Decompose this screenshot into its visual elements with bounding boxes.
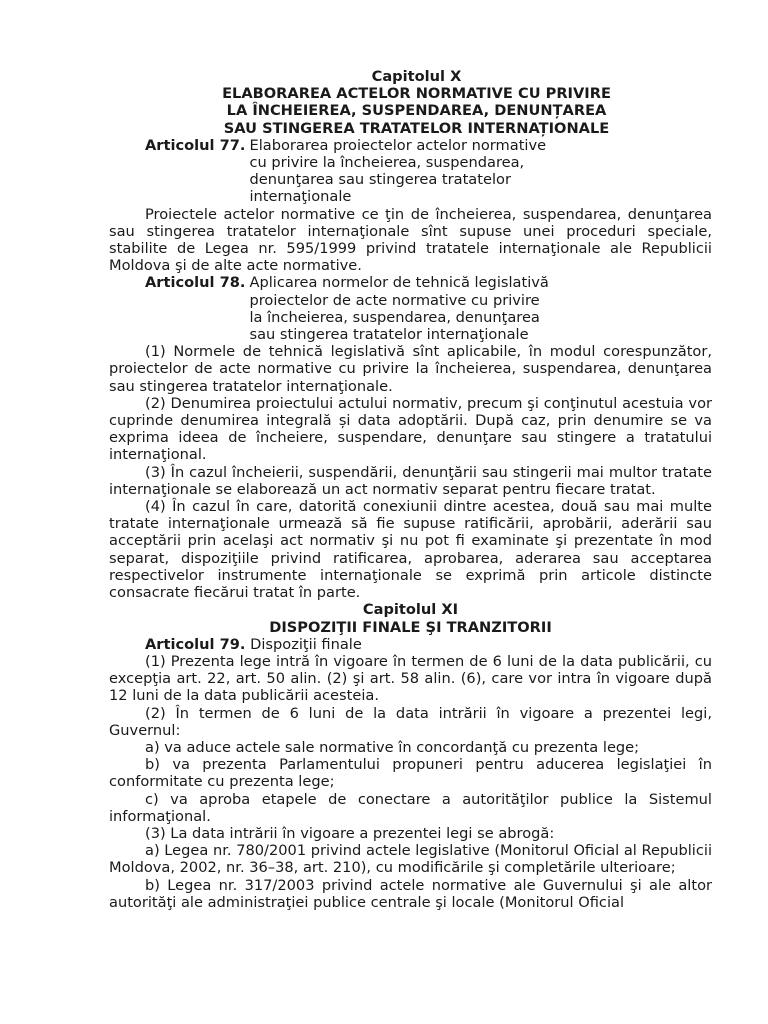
chapter-10-heading (109, 68, 712, 137)
article-79-label: Articolul 79. (145, 635, 246, 653)
article-78-paragraph-3: (3) În cazul încheierii, suspendării, denunţării sau stingerii mai multor tratate internaţionale se elaborează un act normativ separat pentru fiecare tratat. (109, 463, 712, 498)
article-79-paragraph-2-a: a) va aduce actele sale normative în concordanţă cu prezenta lege; (145, 738, 640, 756)
article-78-label: Articolul 78. (145, 274, 246, 292)
chapter-11-label: Capitolul XI (362, 601, 459, 619)
article-78-title: Aplicarea normelor de tehnică legislativă proiectelor de acte normative cu privire la încheierea, suspendarea, denunţarea sau stingerea tratatelor internaţionale (249, 274, 549, 344)
article-79-paragraph-1: (1) Prezenta lege intră în vigoare în termen de 6 luni de la data publicării, cu excepţia art. 22, art. 50 alin. (2) şi art. 58 alin. (6), care vor intra în vigoare după 12 luni de la data publicării acesteia. (109, 652, 712, 705)
article-77-heading (109, 137, 712, 206)
article-79-paragraph-3: (3) La data intrării în vigoare a prezentei legi se abrogă: (145, 824, 555, 842)
article-77-body: Proiectele actelor normative ce ţin de încheierea, suspendarea, denunţarea sau stingerea tratatelor internaţionale sînt supuse unei proceduri speciale, stabilite de Legea nr. 595/1999 privind tratatele internaţionale ale Republicii Moldova şi de alte acte normative. (109, 205, 712, 275)
article-78-heading (109, 274, 712, 343)
article-79-paragraph-2-c: c) va aproba etapele de conectare a autorităţilor publice la Sistemul informaţional. (109, 790, 712, 825)
article-77-label: Articolul 77. (145, 136, 246, 154)
chapter-10-title-line-2: LA ÎNCHEIEREA, SUSPENDAREA, DENUNȚAREA (226, 102, 607, 120)
article-79-paragraph-2-b: b) va prezenta Parlamentului propuneri pentru aducerea legislaţiei în conformitate cu prezenta lege; (109, 756, 712, 791)
article-78-paragraph-2: (2) Denumirea proiectului actului normativ, precum şi conţinutul acestuia vor cuprinde denumirea integrală și data adoptării. După caz, prin denumire se va exprima ideea de încheiere, suspendare, denunţare sau stingere a tratatului internaţional. (109, 394, 712, 464)
article-78-paragraph-4: (4) În cazul în care, datorită conexiunii dintre acestea, două sau mai multe tratate internaţionale urmează să fie supuse ratificării, aprobării, aderării sau acceptării prin acelaşi act normativ şi nu pot fi examinate şi prezentate în mod separat, dispoziţiile privind ratificarea, aprobarea, aderarea sau acceptarea respectivelor instrumente internaţionale se exprimă prin articole distincte consacrate fiecărui tratat în parte. (109, 498, 712, 602)
article-79-paragraph-3-a: a) Legea nr. 780/2001 privind actele legislative (Monitorul Oficial al Republicii Moldova, 2002, nr. 36–38, art. 210), cu modificările şi completările ulterioare; (109, 842, 712, 877)
chapter-10-title-line-1: ELABORAREA ACTELOR NORMATIVE CU PRIVIRE (222, 85, 611, 103)
article-79-title: Dispoziţii finale (250, 635, 362, 653)
article-79-paragraph-3-b: b) Legea nr. 317/2003 privind actele normative ale Guvernului şi ale altor autorităţi ale administraţiei publice centrale şi locale (Monitorul Oficial (109, 876, 712, 911)
article-79-heading (109, 636, 712, 653)
chapter-10-label: Capitolul X (371, 68, 462, 85)
article-78-paragraph-1: (1) Normele de tehnică legislativă sînt aplicabile, în modul corespunzător, proiectelor de acte normative cu privire la încheierea, suspendarea, denunţarea sau stingerea tratatelor internaţionale. (109, 343, 712, 395)
article-79-paragraph-2: (2) În termen de 6 luni de la data intrării în vigoare a prezentei legi, Guvernul: (109, 704, 712, 739)
chapter-11-title: DISPOZIŢII FINALE ŞI TRANZITORII (269, 618, 552, 636)
document-page (109, 68, 712, 911)
chapter-11-heading (109, 601, 712, 635)
chapter-10-title-line-3: SAU STINGEREA TRATATELOR INTERNAȚIONALE (223, 119, 610, 137)
article-77-title: Elaborarea proiectelor actelor normative cu privire la încheierea, suspendarea, denunţarea sau stingerea tratatelor internaţionale (249, 136, 547, 206)
